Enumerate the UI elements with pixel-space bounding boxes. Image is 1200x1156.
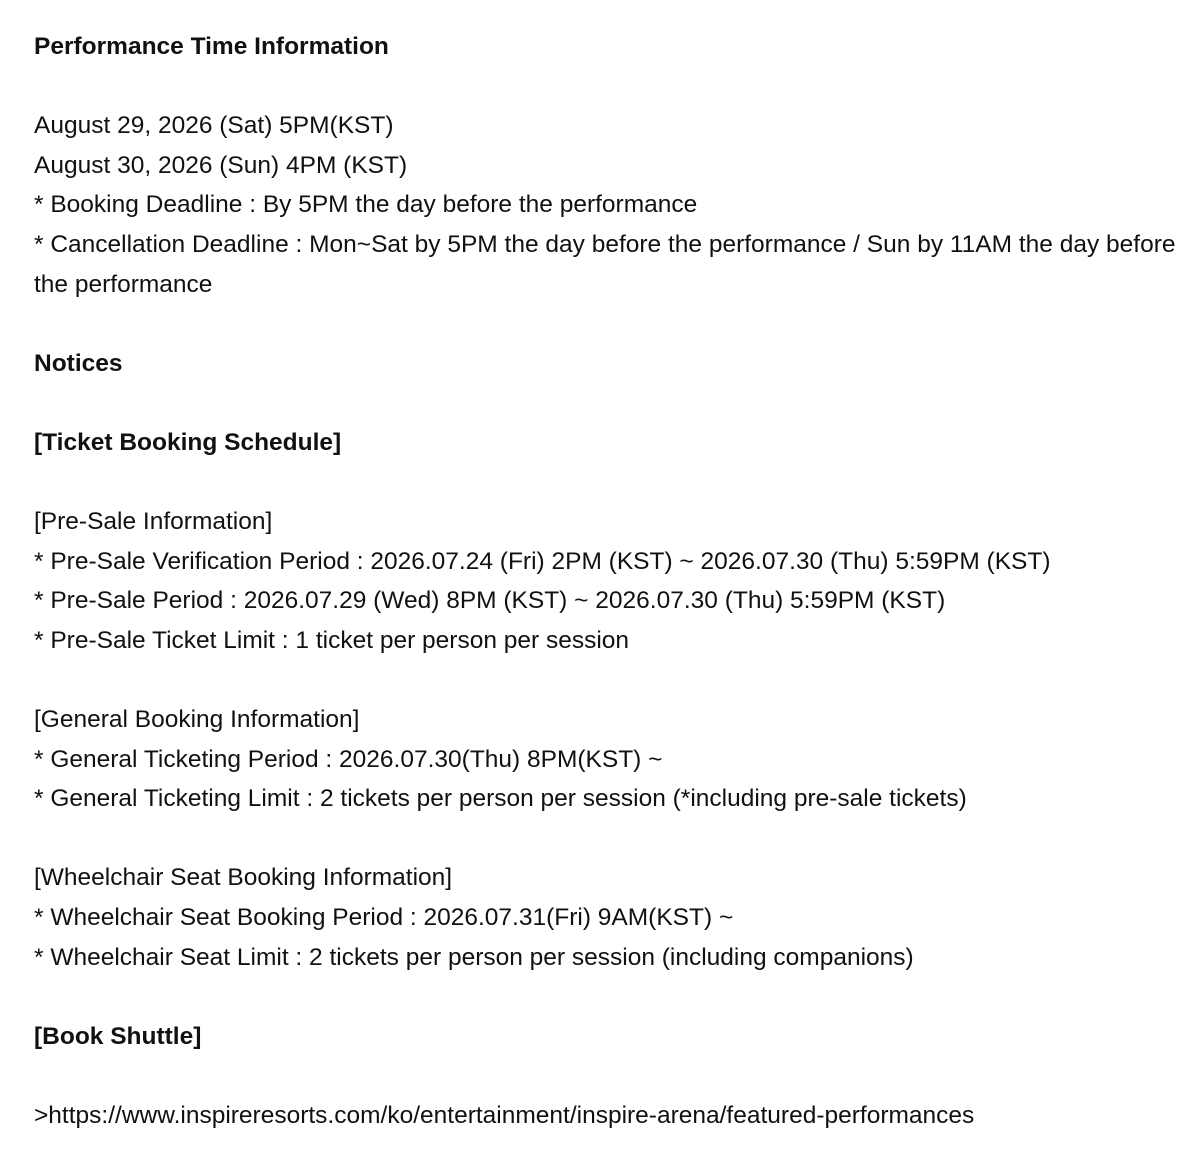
spacer bbox=[34, 383, 1200, 423]
spacer bbox=[34, 67, 1200, 107]
pre-sale-verification-period: * Pre-Sale Verification Period : 2026.07.24 (Fri) 2PM (KST) ~ 2026.07.30 (Thu) 5:59PM (KST) bbox=[34, 547, 1051, 575]
shuttle-link-line bbox=[34, 1096, 1200, 1136]
spacer bbox=[34, 977, 1200, 1017]
ticket-booking-schedule-heading: [Ticket Booking Schedule] bbox=[34, 428, 342, 456]
general-ticketing-period: * General Ticketing Period : 2026.07.30(Thu) 8PM(KST) ~ bbox=[34, 745, 663, 773]
booking-deadline: * Booking Deadline : By 5PM the day before the performance bbox=[34, 191, 698, 219]
spacer bbox=[34, 661, 1200, 701]
general-booking-title: [General Booking Information] bbox=[34, 706, 360, 734]
notices-heading: Notices bbox=[34, 349, 123, 377]
shuttle-link[interactable]: >https://www.inspireresorts.com/ko/entertainment/inspire-arena/featured-performances bbox=[34, 1102, 975, 1130]
wheelchair-seat-limit: * Wheelchair Seat Limit : 2 tickets per person per session (including companions) bbox=[34, 943, 914, 971]
book-shuttle-heading: [Book Shuttle] bbox=[34, 1022, 202, 1050]
cancellation-deadline: * Cancellation Deadline : Mon~Sat by 5PM the day before the performance / Sun by 11AM the day before the performance bbox=[34, 230, 1176, 298]
performance-date-2: August 30, 2026 (Sun) 4PM (KST) bbox=[34, 151, 408, 179]
spacer bbox=[34, 819, 1200, 859]
spacer bbox=[34, 304, 1200, 344]
pre-sale-ticket-limit: * Pre-Sale Ticket Limit : 1 ticket per person per session bbox=[34, 626, 630, 654]
performance-time-heading: Performance Time Information bbox=[34, 33, 389, 60]
spacer bbox=[34, 1056, 1200, 1096]
wheelchair-booking-title: [Wheelchair Seat Booking Information] bbox=[34, 864, 453, 892]
document-body bbox=[34, 27, 1200, 1136]
performance-date-1: August 29, 2026 (Sat) 5PM(KST) bbox=[34, 112, 394, 140]
pre-sale-period: * Pre-Sale Period : 2026.07.29 (Wed) 8PM (KST) ~ 2026.07.30 (Thu) 5:59PM (KST) bbox=[34, 587, 946, 615]
wheelchair-booking-period: * Wheelchair Seat Booking Period : 2026.07.31(Fri) 9AM(KST) ~ bbox=[34, 904, 734, 932]
pre-sale-title: [Pre-Sale Information] bbox=[34, 508, 273, 536]
general-ticketing-limit: * General Ticketing Limit : 2 tickets per person per session (*including pre-sale tickets) bbox=[34, 785, 967, 813]
spacer bbox=[34, 463, 1200, 503]
